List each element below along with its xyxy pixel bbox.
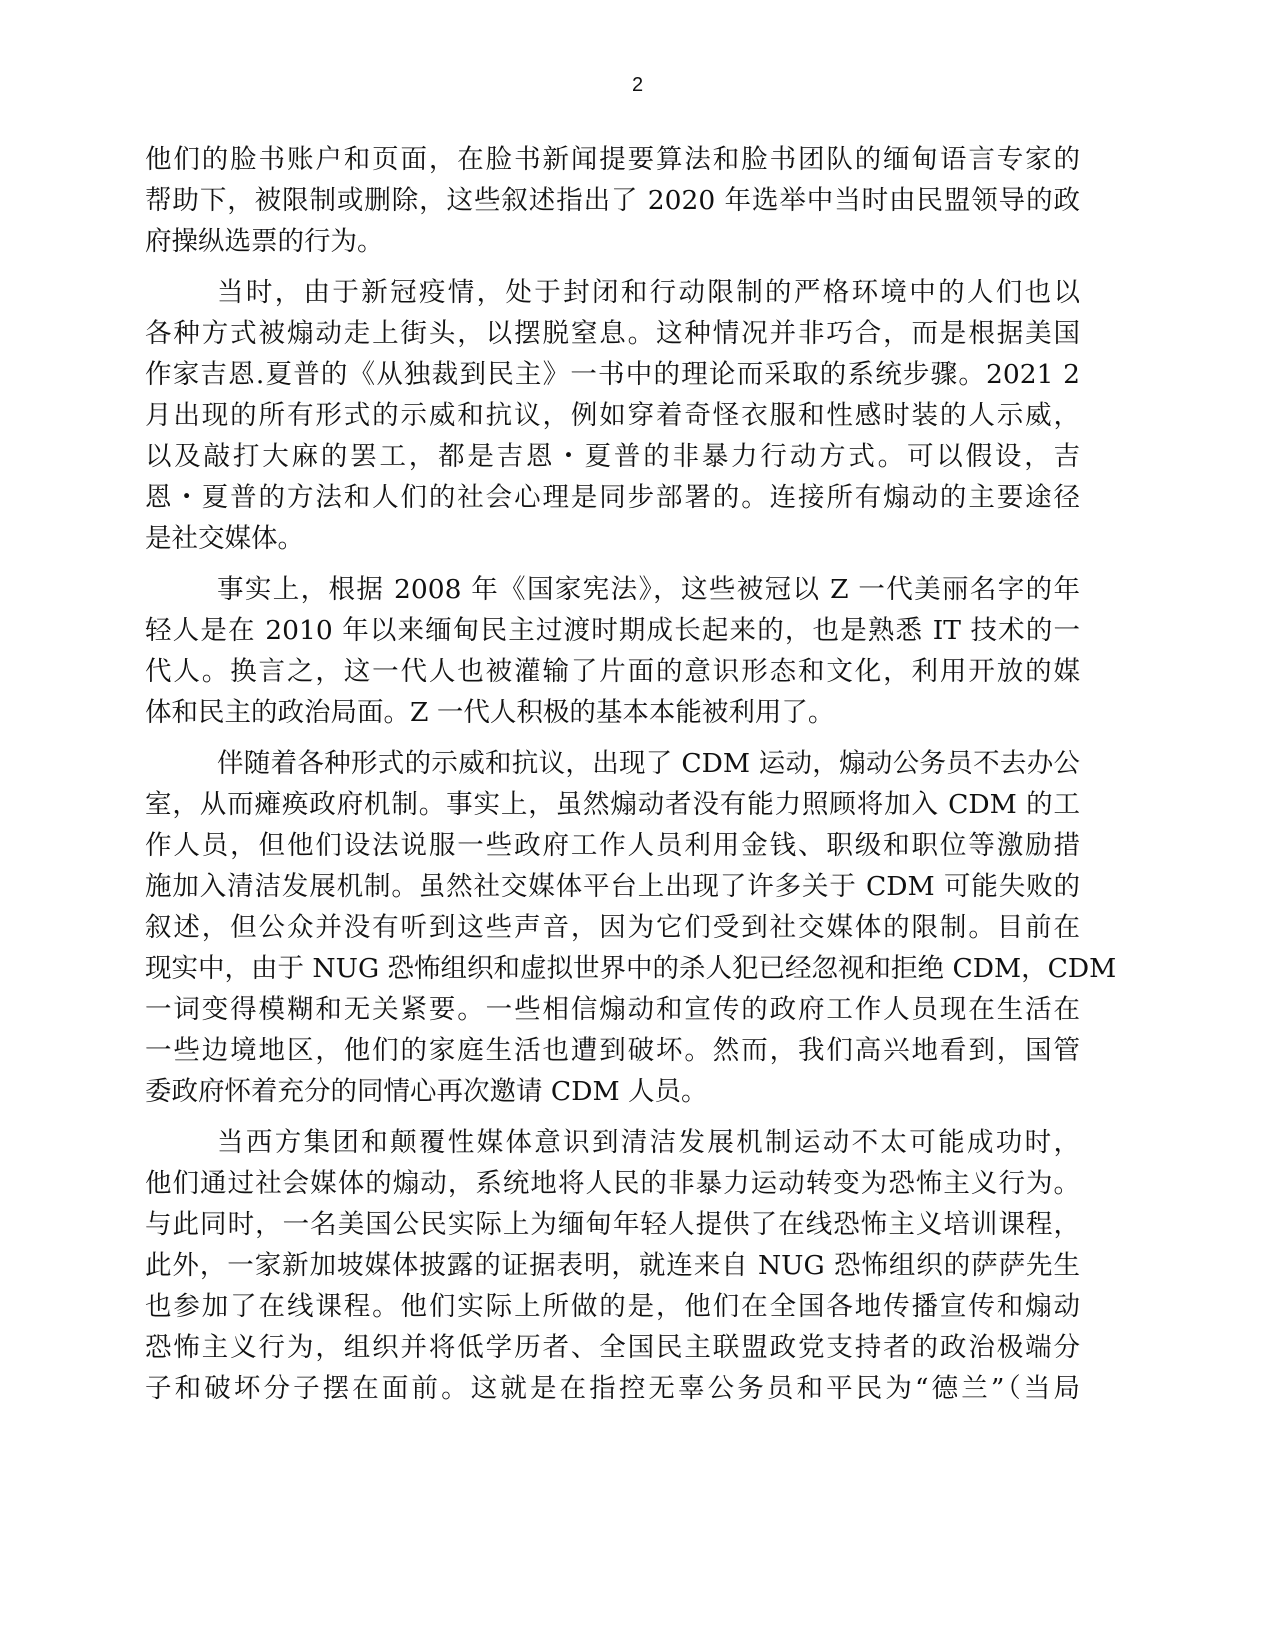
text-line: 府操纵选票的行为。 bbox=[145, 226, 384, 257]
text-line: 现实中，由于 NUG 恐怖组织和虚拟世界中的杀人犯已经忽视和拒绝 CDM，CDM bbox=[145, 953, 1117, 984]
text-line: 体和民主的政治局面。Z 一代人积极的基本本能被利用了。 bbox=[145, 697, 835, 728]
text-line: 一些边境地区，他们的家庭生活也遭到破坏。然而，我们高兴地看到，国管 bbox=[145, 1035, 1080, 1066]
paragraph bbox=[145, 569, 1080, 733]
text-line: 委政府怀着充分的同情心再次邀请 CDM 人员。 bbox=[145, 1076, 708, 1107]
text-line: 他们通过社会媒体的煽动，系统地将人民的非暴力运动转变为恐怖主义行为。 bbox=[145, 1168, 1080, 1199]
text-line: 施加入清洁发展机制。虽然社交媒体平台上出现了许多关于 CDM 可能失败的 bbox=[145, 871, 1080, 902]
text-line: 恩・夏普的方法和人们的社会心理是同步部署的。连接所有煽动的主要途径 bbox=[145, 482, 1080, 513]
text-line: 子和破坏分子摆在面前。这就是在指控无辜公务员和平民为“德兰”（当局 bbox=[145, 1373, 1080, 1404]
text-line: 当西方集团和颠覆性媒体意识到清洁发展机制运动不太可能成功时， bbox=[217, 1127, 1080, 1158]
paragraph bbox=[145, 139, 1080, 262]
paragraph bbox=[145, 743, 1117, 1112]
text-line: 事实上，根据 2008 年《国家宪法》，这些被冠以 Z 一代美丽名字的年 bbox=[217, 574, 1080, 605]
text-line: 也参加了在线课程。他们实际上所做的是，他们在全国各地传播宣传和煽动 bbox=[145, 1291, 1080, 1322]
text-line: 是社交媒体。 bbox=[145, 523, 304, 554]
text-line: 此外，一家新加坡媒体披露的证据表明，就连来自 NUG 恐怖组织的萨萨先生 bbox=[145, 1250, 1080, 1281]
body-text bbox=[145, 139, 1117, 1419]
text-line: 代人。换言之，这一代人也被灌输了片面的意识形态和文化，利用开放的媒 bbox=[145, 656, 1080, 687]
text-line: 恐怖主义行为，组织并将低学历者、全国民主联盟政党支持者的政治极端分 bbox=[145, 1332, 1080, 1363]
paragraph bbox=[145, 272, 1080, 559]
text-line: 当时，由于新冠疫情，处于封闭和行动限制的严格环境中的人们也以 bbox=[217, 277, 1080, 308]
text-line: 他们的脸书账户和页面，在脸书新闻提要算法和脸书团队的缅甸语言专家的 bbox=[145, 144, 1080, 175]
text-line: 一词变得模糊和无关紧要。一些相信煽动和宣传的政府工作人员现在生活在 bbox=[145, 994, 1080, 1025]
text-line: 各种方式被煽动走上街头，以摆脱窒息。这种情况并非巧合，而是根据美国 bbox=[145, 318, 1080, 349]
text-line: 帮助下，被限制或删除，这些叙述指出了 2020 年选举中当时由民盟领导的政 bbox=[145, 185, 1080, 216]
page-number: 2 bbox=[631, 74, 644, 96]
text-line: 以及敲打大麻的罢工，都是吉恩・夏普的非暴力行动方式。可以假设，吉 bbox=[145, 441, 1080, 472]
text-line: 室，从而瘫痪政府机制。事实上，虽然煽动者没有能力照顾将加入 CDM 的工 bbox=[145, 789, 1080, 820]
text-line: 叙述，但公众并没有听到这些声音，因为它们受到社交媒体的限制。目前在 bbox=[145, 912, 1080, 943]
text-line: 伴随着各种形式的示威和抗议，出现了 CDM 运动，煽动公务员不去办公 bbox=[217, 748, 1080, 779]
text-line: 与此同时，一名美国公民实际上为缅甸年轻人提供了在线恐怖主义培训课程， bbox=[145, 1209, 1080, 1240]
text-line: 月出现的所有形式的示威和抗议，例如穿着奇怪衣服和性感时装的人示威， bbox=[145, 400, 1080, 431]
text-line: 作家吉恩.夏普的《从独裁到民主》一书中的理论而采取的系统步骤。2021 2 bbox=[145, 359, 1080, 390]
paragraph bbox=[145, 1122, 1080, 1409]
text-line: 作人员，但他们设法说服一些政府工作人员利用金钱、职级和职位等激励措 bbox=[145, 830, 1080, 861]
text-line: 轻人是在 2010 年以来缅甸民主过渡时期成长起来的，也是熟悉 IT 技术的一 bbox=[145, 615, 1080, 646]
